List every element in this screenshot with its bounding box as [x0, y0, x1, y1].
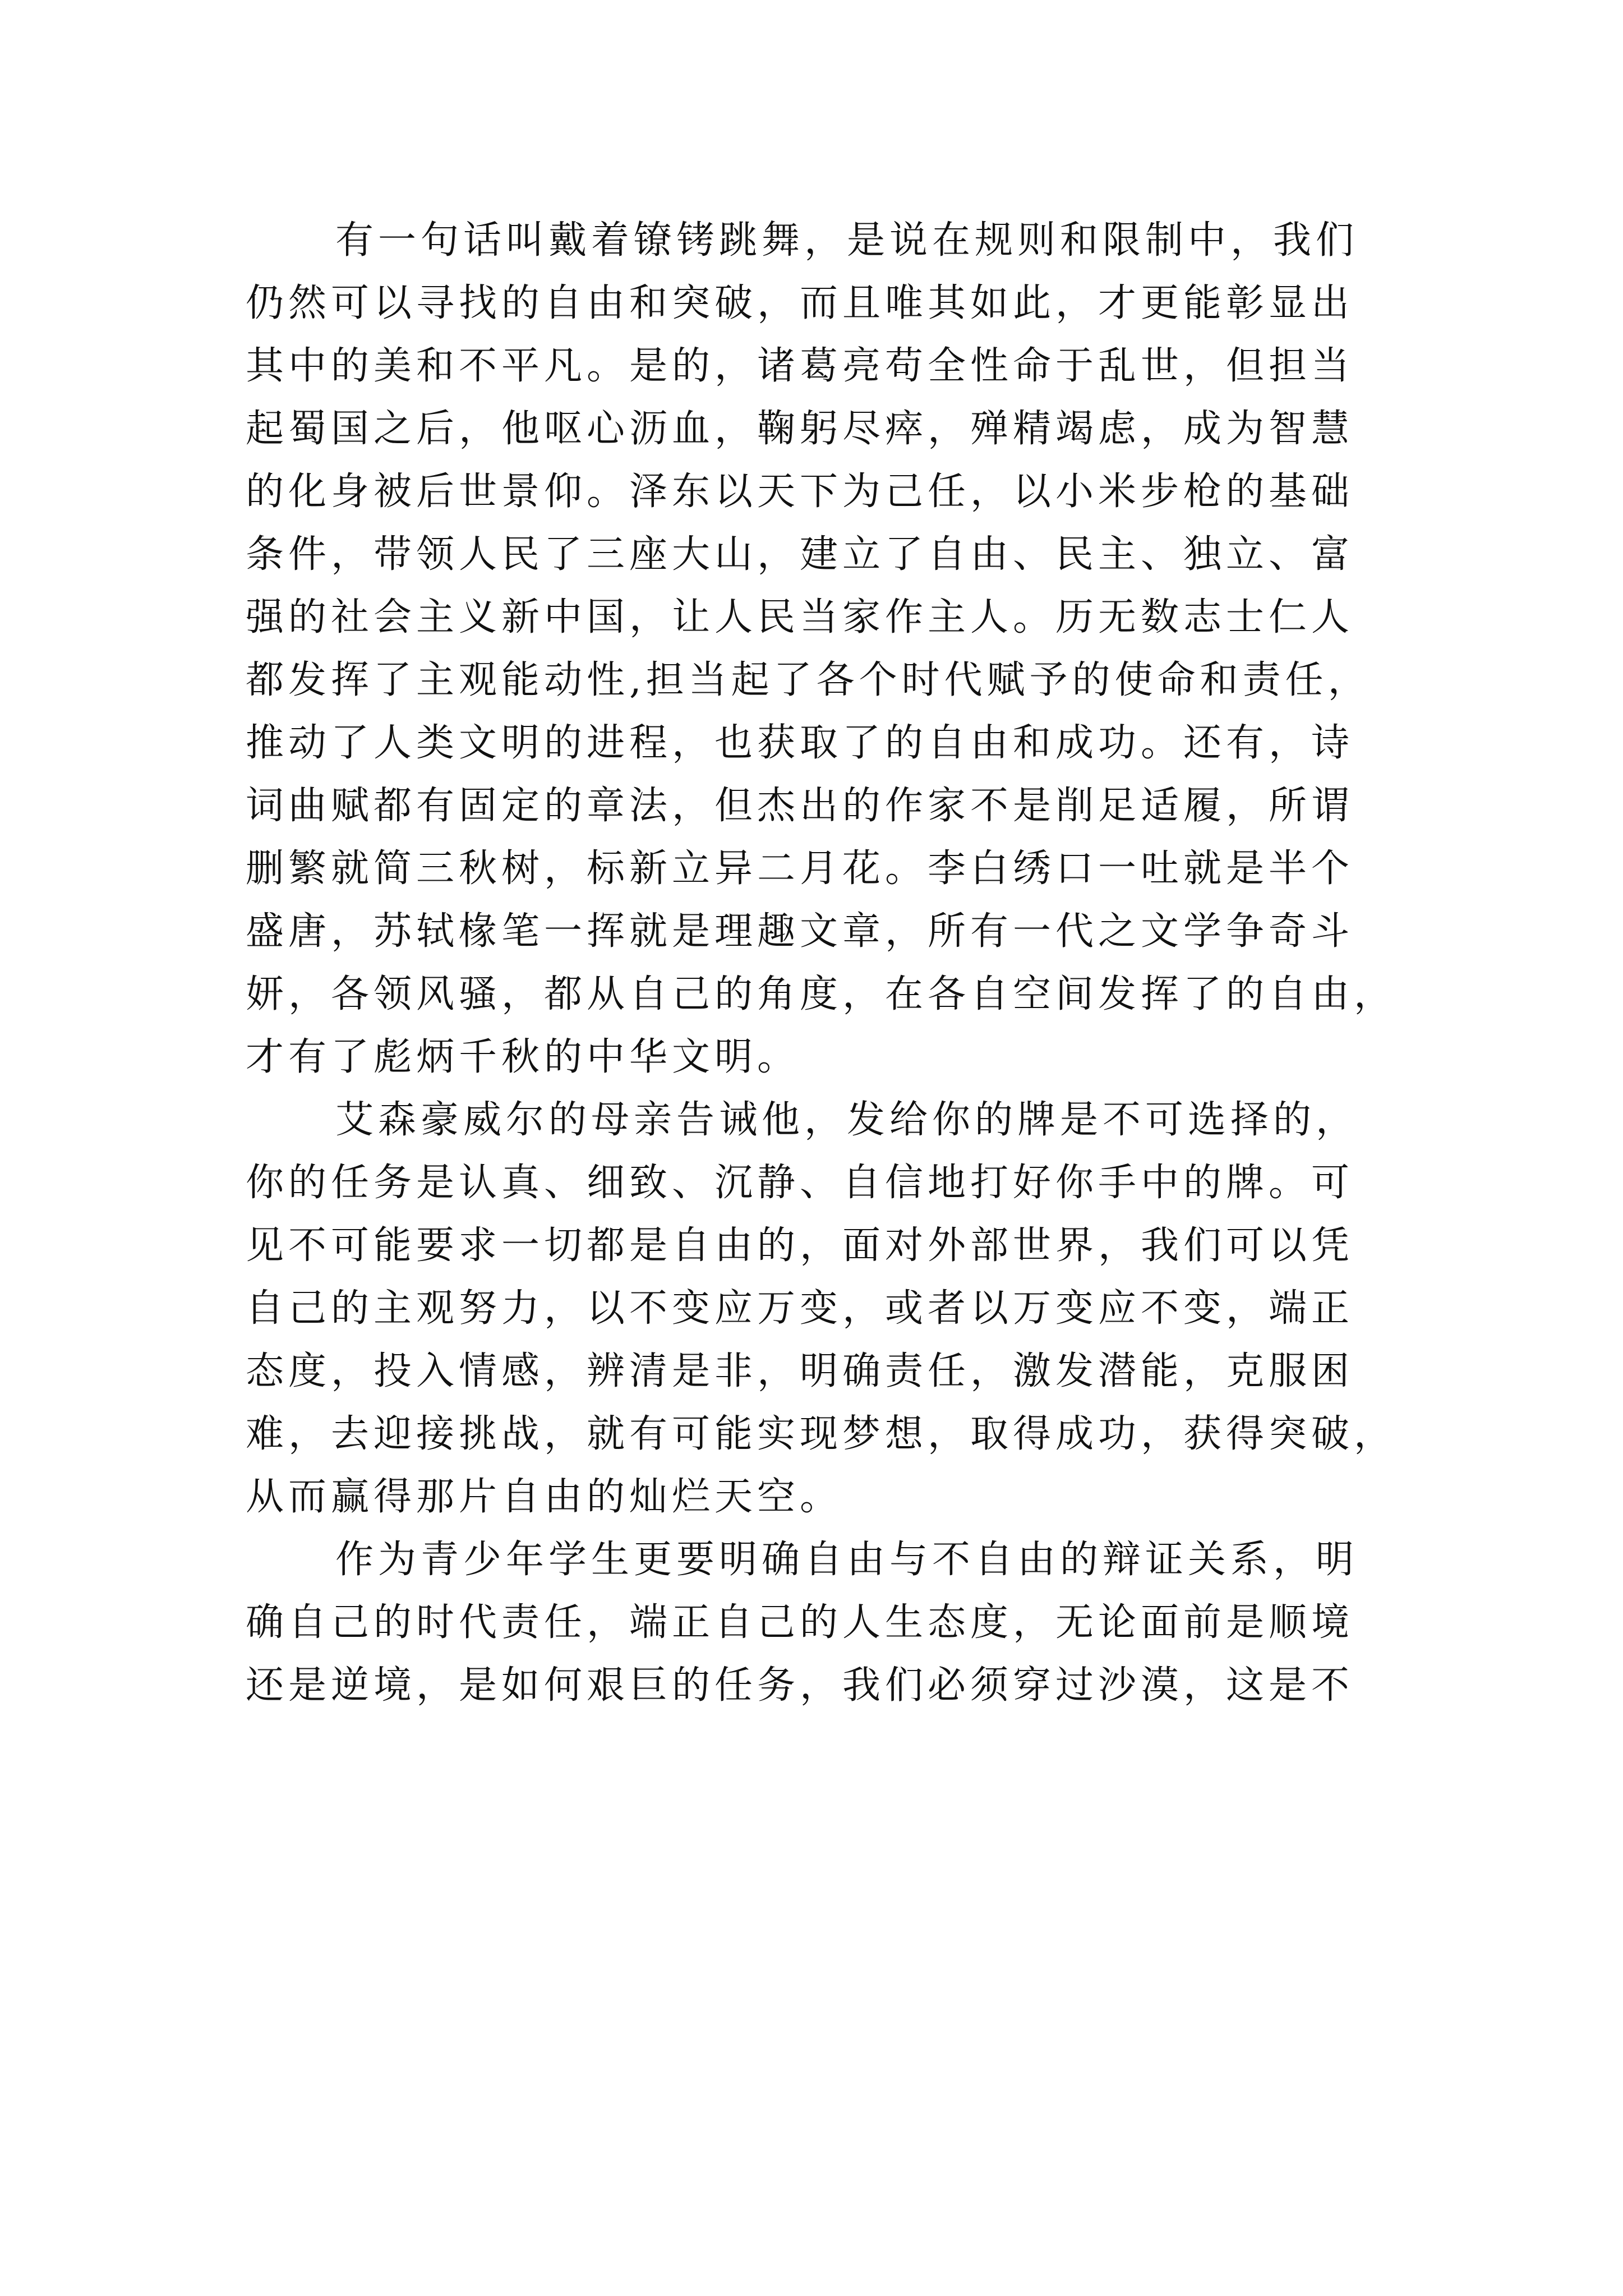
paragraph-2-line-1: 艾森豪威尔的母亲告诫他，发给你的牌是不可选择的， — [335, 1098, 1359, 1142]
paragraph-3-line-3: 还是逆境，是如何艰巨的任务，我们必须穿过沙漠，这是不 — [246, 1663, 1354, 1708]
paragraph-2-line-7: 从而赢得那片自由的灿烂天空。 — [246, 1475, 843, 1519]
paragraph-1-line-4: 起蜀国之后，他呕心沥血，鞠躬尽瘁，殚精竭虑，成为智慧 — [246, 407, 1354, 451]
paragraph-2-line-2: 你的任务是认真、细致、沉静、自信地打好你手中的牌。可 — [246, 1161, 1354, 1205]
paragraph-1-line-7: 强的社会主义新中国，让人民当家作主人。历无数志士仁人 — [246, 595, 1354, 639]
paragraph-1-line-11: 删繁就简三秋树，标新立异二月花。李白绣口一吐就是半个 — [246, 846, 1354, 891]
paragraph-2-line-4: 自己的主观努力，以不变应万变，或者以万变应不变，端正 — [246, 1286, 1354, 1331]
paragraph-2-line-6: 难，去迎接挑战，就有可能实现梦想，取得成功，获得突破， — [246, 1412, 1397, 1456]
paragraph-1-line-2: 仍然可以寻找的自由和突破，而且唯其如此，才更能彰显出 — [246, 281, 1354, 325]
paragraph-1-line-5: 的化身被后世景仰。泽东以天下为己任，以小米步枪的基础 — [246, 470, 1354, 514]
paragraph-2-line-5: 态度，投入情感，辨清是非，明确责任，激发潜能，克服困 — [246, 1349, 1354, 1393]
paragraph-1-line-9: 推动了人类文明的进程，也获取了的自由和成功。还有，诗 — [246, 721, 1354, 765]
paragraph-1-line-3: 其中的美和不平凡。是的，诸葛亮苟全性命于乱世，但担当 — [246, 344, 1354, 388]
paragraph-3-line-2: 确自己的时代责任，端正自己的人生态度，无论面前是顺境 — [246, 1600, 1354, 1645]
paragraph-1-line-13: 妍，各领风骚，都从自己的角度，在各自空间发挥了的自由， — [246, 972, 1397, 1016]
paragraph-2-line-3: 见不可能要求一切都是自由的，面对外部世界，我们可以凭 — [246, 1223, 1354, 1268]
paragraph-1-line-8: 都发挥了主观能动性,担当起了各个时代赋予的使命和责任， — [246, 658, 1371, 702]
paragraph-1-line-10: 词曲赋都有固定的章法，但杰出的作家不是削足适履，所谓 — [246, 784, 1354, 828]
paragraph-1-line-12: 盛唐，苏轼椽笔一挥就是理趣文章，所有一代之文学争奇斗 — [246, 909, 1354, 954]
body-text — [246, 213, 1397, 1721]
paragraph-1-line-1: 有一句话叫戴着镣铐跳舞，是说在规则和限制中，我们 — [335, 218, 1359, 263]
paragraph-1-line-6: 条件，带领人民了三座大山，建立了自由、民主、独立、富 — [246, 532, 1354, 577]
paragraph-1-line-14: 才有了彪炳千秋的中华文明。 — [246, 1035, 800, 1079]
paragraph-3-line-1: 作为青少年学生更要明确自由与不自由的辩证关系，明 — [335, 1538, 1359, 1582]
